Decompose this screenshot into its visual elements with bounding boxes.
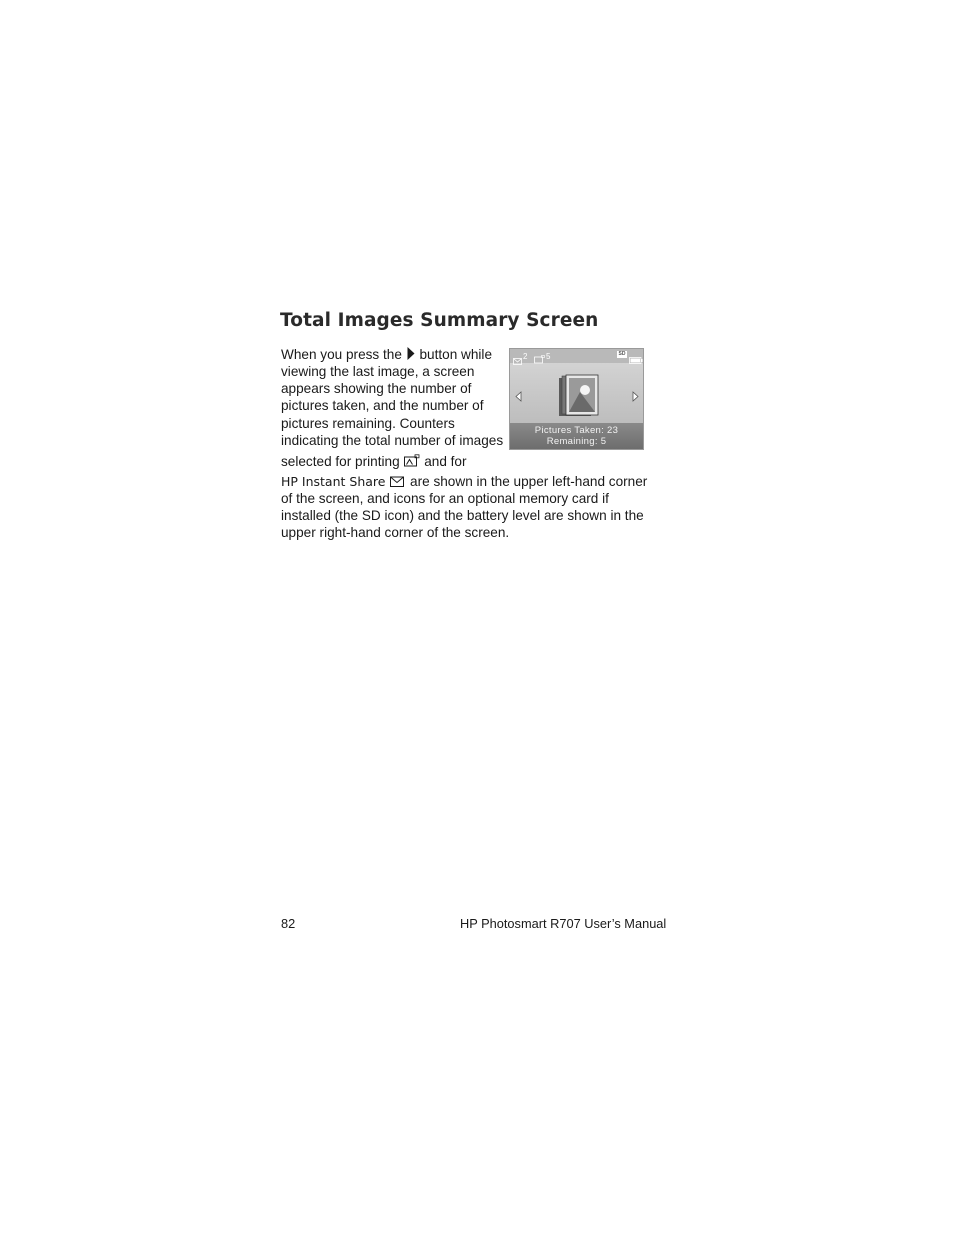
print-count: 5 <box>546 352 551 361</box>
page-number: 82 <box>281 916 296 931</box>
camera-summary-counts <box>510 423 643 449</box>
paragraph-line: installed (the SD icon) and the battery level are shown in the <box>281 508 644 523</box>
battery-icon <box>629 351 643 369</box>
image-stack-icon <box>556 374 600 425</box>
paragraph-text: are shown in the upper left-hand corner <box>410 474 648 489</box>
paragraph-line: pictures taken, and the number of <box>281 398 484 413</box>
paragraph-text: and for <box>424 454 467 469</box>
camera-summary-screen <box>509 348 644 450</box>
paragraph-text: selected for printing <box>281 454 400 469</box>
paragraph-text: When you press the <box>281 347 402 362</box>
paragraph-text: button while <box>419 347 493 362</box>
print-icon <box>403 454 420 472</box>
hp-instant-share-label: HP Instant Share <box>281 474 386 489</box>
left-arrow-icon <box>515 389 522 407</box>
share-icon <box>513 352 522 370</box>
paragraph-line: indicating the total number of images <box>281 433 504 448</box>
right-arrow-icon <box>632 389 639 407</box>
pictures-taken-label: Pictures Taken: 23 <box>534 425 619 436</box>
manual-title: HP Photosmart R707 User’s Manual <box>460 916 667 931</box>
paragraph-line: viewing the last image, a screen <box>281 364 475 379</box>
paragraph-line: appears showing the number of <box>281 381 472 396</box>
print-icon <box>534 351 545 369</box>
paragraph-line: pictures remaining. Counters <box>281 416 455 431</box>
paragraph-line <box>281 453 501 472</box>
share-count: 2 <box>523 352 528 361</box>
sd-card-icon: SD <box>618 351 626 357</box>
remaining-label: Remaining: 5 <box>546 436 607 447</box>
paragraph-line: upper right-hand corner of the screen. <box>281 525 510 540</box>
section-heading: Total Images Summary Screen <box>280 310 599 331</box>
paragraph-line: of the screen, and icons for an optional memory card if <box>281 491 609 506</box>
